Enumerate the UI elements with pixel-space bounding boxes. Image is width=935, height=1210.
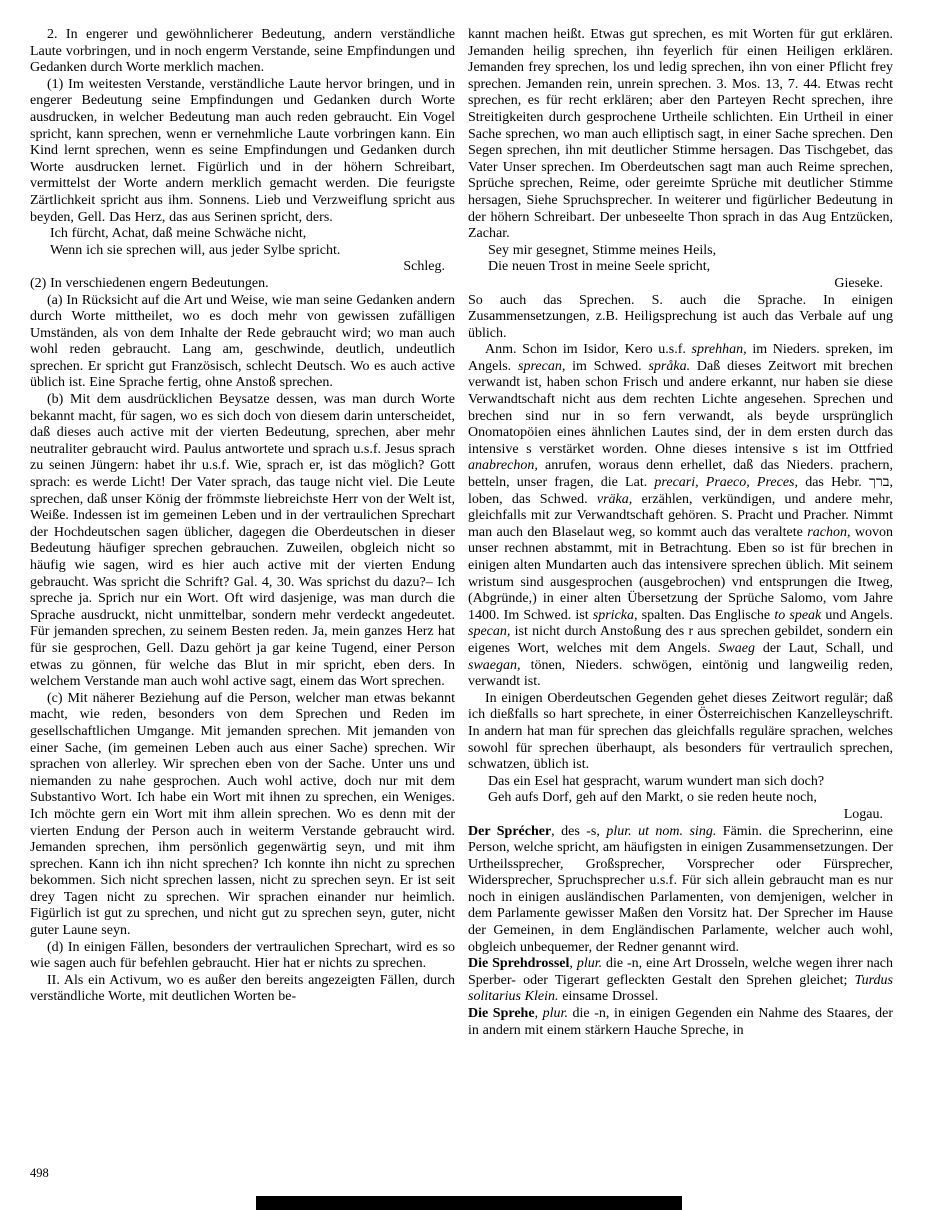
text-segment: plur. ut nom. sing. <box>606 823 717 839</box>
text-segment: (d) In einigen Fällen, besonders der vertraulichen Sprechart, wird es so wie sagen auch für befehlen gebraucht. Hier hat er nichts zu sprechen. <box>30 939 455 972</box>
paragraph <box>30 392 455 691</box>
text-segment: Schleg. <box>403 259 445 275</box>
text-segment: die -n, in einigen Gegenden ein Nahme des Staares, der in andern mit einem stärkern Hauche Spreche, in <box>468 1006 893 1038</box>
text-segment: plur. <box>542 1006 568 1022</box>
right-column <box>468 27 893 1168</box>
text-segment: (1) Im weitesten Verstande, verständliche Laute hervor bringen, und in engerer Bedeutung seine Empfindungen und Gedanken durch Worte ausdrucken, in welcher Bedeutung man auch reden gebraucht. Ein Vogel spricht, kann sprechen, wenn er vernehmliche Laute vorbringen kann. Ein Kind lernt sprechen, wenn es seine Empfindungen und Gedanken durch Worte ausdrucken lernet. Figürlich und in der höhern Schreibart, vermittelst der Worte andern merklich gemacht werden. Die feurigste Zärtlichkeit spricht aus ihm. Sonnens. Lieb und Verzweiflung spricht aus beyden, Gell. Das Herz, das aus Serinen spricht, ders. <box>30 76 455 225</box>
headword: Die Sprehe <box>468 1006 535 1022</box>
paragraph <box>468 27 893 243</box>
verse-line <box>468 243 893 260</box>
text-segment: , des -s, <box>551 823 607 839</box>
text-segment: Turdus solitarius Klein. <box>468 972 893 1005</box>
text-segment: Ich fürcht, Achat, daß meine Schwäche nicht, <box>50 226 307 242</box>
text-segment: ist nicht durch Anstoßung des r aus sprechen gebildet, sondern ein eigenes Wort, welches mit dem Angels. <box>468 624 893 656</box>
text-segment: erzählen, verkündigen, und andere mehr, gleichfalls mit zur Verwandtschaft gehören. S. Pracht und Pracher. Nimmt man auch den Blaselaut weg, so kommt auch das veraltete <box>468 491 893 540</box>
text-segment: wovon unser rechnen abstammt, mit in Betrachtung. Eben so ist für brechen in einigen alten Mundarten auch das intensivere sprechen üblich. Mit seinem wristum sind ausgesprochen (ausgebrochen) vnd entsprungen die Itweg, (Abgründe,) in einer alten Übersetzung der Sprüche Salomo, vom Jahre 1400. Im Schwed. ist <box>468 524 893 623</box>
paragraph <box>30 293 455 393</box>
paragraph <box>468 956 893 1006</box>
text-segment: und Angels. <box>821 607 893 623</box>
text-segment: , <box>534 1006 543 1022</box>
text-segment: Swaeg <box>718 640 755 656</box>
text-segment: sprecan, <box>518 358 566 374</box>
verse-line <box>30 226 455 243</box>
attribution <box>468 807 893 824</box>
paragraph <box>30 940 455 973</box>
text-segment: Geh aufs Dorf, geh auf den Markt, o sie reden heute noch, <box>488 790 817 806</box>
text-segment: anrufen, woraus denn erhellet, daß das Nieders. prachern, betteln, unser fragen, die Lat. <box>468 458 893 491</box>
paragraph <box>30 77 455 226</box>
paragraph <box>468 691 893 774</box>
verse-line <box>468 790 893 807</box>
text-segment: precari, Praeco, Preces, <box>654 475 799 491</box>
text-segment: swaegan, <box>468 657 521 673</box>
paragraph <box>468 824 893 957</box>
text-segment: anabrechon, <box>468 458 538 474</box>
text-segment: der Laut, Schall, und <box>754 640 893 656</box>
text-segment: In einigen Oberdeutschen Gegenden gehet dieses Zeitwort regulär; daß ich dießfalls so hart sprechete, in einer Österreichischen Kanzelleyschrift. In andern hat man für sprechen das gleichfalls reguläre sprachen, welches sowohl für sprechen überhaupt, als besonders für vertraulich sprechen, schwatzen, üblich ist. <box>468 690 893 773</box>
text-segment: das Hebr. ברך, loben, das Schwed. <box>468 475 893 507</box>
text-segment: Die neuen Trost in meine Seele spricht, <box>488 259 711 275</box>
paragraph <box>30 27 455 77</box>
paragraph <box>468 1006 893 1039</box>
text-segment: 2. In engerer und gewöhnlicherer Bedeutung, andern verständliche Laute vorbringen, und in noch engerm Verstande, seine Empfindungen und Gedanken durch Worte merklich machen. <box>30 27 455 76</box>
bottom-bar <box>256 1196 682 1210</box>
paragraph <box>30 276 455 293</box>
text-segment: (b) Mit dem ausdrücklichen Beysatze dessen, was man durch Worte bekannt macht, für sagen, wo es sich doch von diesem darin unterscheidet, daß dieses auch active mit der vierten Bedeutung, sprechen, aber mehr neutraliter gebraucht wird. Paulus antwortete und sprach u.s.f. Jesus sprach zu seinen Jüngern: habet ihr u.s.f. Wie, sprach er, ist das möglich? Gott sprach: es werde Licht! Der Vater sprach, das tauge nicht viel. Die Leute sprechen, daß unser König der frömmste liebreichste Herr von der Welt ist, Weiße. Indessen ist im gemeinen Leben und in der vertraulichen Sprechart der Hochdeutschen sagen üblicher, dagegen die Oberdeutschen in dieser Bedeutung häufiger sprechen gebrauchen. Zuweilen, obgleich nicht so häufig wie sagen, wird es hier auch active mit der vierten Endung gebraucht. Was spricht die Schrift? Gal. 4, 30. Was sprichst du dazu?– Ich spreche ja. Sprich nur ein Wort. Oft wird dasjenige, was man durch die Sprache ausdruckt, nicht unmittelbar, sondern mehr verdeckt angedeutet. Für jemanden sprechen, zu seinem Besten reden. Ja, mein ganzes Herz hat für sie gesprochen, Gell. Dazu gehört ja gar keine Tugend, einer Person etwas zu gönnen, für welche das Blut in mir spricht, eben ders. In welchem Verstande man auch wohl active sagt, einem das Wort sprechen. <box>30 392 455 690</box>
paragraph <box>468 293 893 343</box>
verse-line <box>468 259 893 276</box>
text-segment: Fämin. die Sprecherinn, eine Person, welche spricht, am häufigsten in einigen Zusammensetzungen. Der Urtheilssprecher, Großsprecher, Vorsprecher oder Fürsprecher, Widersprecher, Spruchsprecher u.s.f. Für sich allein gebraucht man es nur noch in einigen ausländischen Parlamenten, von demjenigen, welcher in dem Parlamente gewisser Maßen den Vorsitz hat. Der Sprecher im Hause der Gemeinen, in dem Engländischen Parlamente, welcher auch wohl, obgleich unbequemer, der Redner genannt wird. <box>468 823 893 955</box>
text-segment: specan, <box>468 624 511 640</box>
text-segment: spalten. Das Englische <box>637 607 775 623</box>
text-segment: Sey mir gesegnet, Stimme meines Heils, <box>488 242 717 258</box>
text-segment: tönen, Nieders. schwögen, eintönig und langweilig reden, verwandt ist. <box>468 657 893 690</box>
text-segment: Gieseke. <box>834 275 883 291</box>
text-segment: språka. <box>648 358 691 374</box>
headword: Der Sprécher <box>468 823 552 839</box>
text-segment: die -n, eine Art Drosseln, welche wegen ihrer nach Sperber- oder Tigerart gefleckten Gestalt den Sprehen gleichet; <box>468 956 893 988</box>
text-segment: sprehhan, <box>691 342 747 358</box>
text-segment: Wenn ich sie sprechen will, aus jeder Sylbe spricht. <box>50 242 341 258</box>
text-segment: einsame Drossel. <box>558 989 659 1005</box>
headword: Die Sprehdrossel <box>468 956 570 972</box>
text-segment: im Schwed. <box>565 358 649 374</box>
text-segment: to speak <box>774 607 822 623</box>
text-segment: im Nieders. spreken, im Angels. <box>468 342 893 374</box>
text-segment: rachon, <box>807 524 851 540</box>
text-segment: Anm. Schon im Isidor, Kero u.s.f. <box>485 342 692 358</box>
text-segment: (2) In verschiedenen engern Bedeutungen. <box>30 275 269 291</box>
text-segment: So auch das Sprechen. S. auch die Sprache. In einigen Zusammensetzungen, z.B. Heiligsprechung ist auch das Verbale auf ung üblich. <box>468 292 893 341</box>
text-segment: (a) In Rücksicht auf die Art und Weise, wie man seine Gedanken andern durch Worte mittheilet, wo es doch mehr von gewissen zufälligen Umständen, als von dem Inhalte der Rede gebraucht wird; wo man auch wohl reden gebraucht. Lang am, geschwinde, deutlich, undeutlich sprechen. Er spricht gut Französisch, schlecht Deutsch. Wo es auch active üblich ist. Eine Sprache fertig, ohne Anstoß sprechen. <box>30 292 455 391</box>
text-segment: kannt machen heißt. Etwas gut sprechen, es mit Worten für gut erklären. Jemanden heilig sprechen, ihn feyerlich für einen Heiligen erklären. Jemanden frey sprechen, los und ledig sprechen, ihn von einer Pflicht frey sprechen. Jemanden rein, unrein sprechen. 3. Mos. 13, 7. 44. Etwas recht sprechen, es für recht erklären; aber den Parteyen Recht sprechen, ihre Streitigkeiten durch gesprochene Urtheile schlichten. Ein Urtheil in einer Sache sprechen, wo man auch elliptisch sagt, in einer Sache sprechen. Den Segen sprechen, ihn mit deutlicher Stimme hersagen. Das Tischgebet, das Vater Unser sprechen. Im Oberdeutschen sagt man auch Reime sprechen, Sprüche sprechen, Reime, oder gereimte Sprüche mit deutlicher Stimme hersagen, Siehe Spruchsprecher. In weiterer und figürlicher Bedeutung in der höhern Schreibart. Der unbeseelte Thon sprach in das Aug Entzücken, Zachar. <box>468 27 893 242</box>
attribution <box>30 259 455 276</box>
paragraph <box>30 691 455 940</box>
text-segment: Daß dieses Zeitwort mit brechen verwandt ist, haben schon Frisch und andere erkannt, nur haben sie diese Verwandtschaft nicht aus dem rechten Lichte angesehen. Sprechen und brechen sind nur in so fern verwandt, als beyde ursprünglich Onomatopöien eines ähnlichen Lautes sind, der in dem ersten durch das intensive s verstärket worden. Ohne dieses intensive s ist im Ottfried <box>468 358 893 457</box>
text-segment: spricka, <box>592 607 638 623</box>
text-segment: Logau. <box>843 806 883 822</box>
text-segment: (c) Mit näherer Beziehung auf die Person, welcher man etwas bekannt macht, wie reden, besonders von dem Sprechen und Reden im gesellschaftlichen Umgange. Mit jemanden sprechen. Mit jemanden von einer Sache, (im gemeinen Leben auch aus einer Sache) sprechen. Wir sprachen von allerley. Wir sprechen eben von der Sache. Unter uns und niemanden zu nahe gesprochen. Auch wohl active, doch nur mit dem Substantivo Wort. Ich habe ein Wort mit ihnen zu sprechen, ein Weniges. Ich möchte gern ein Wort mit ihm allein sprechen. Wo es denn mit der vierten Endung der Person auch in weiterm Verstande gebraucht wird. Jemanden sprechen, ihm persönlich gegenwärtig seyn, und mit ihm sprechen. Kann ich ihn nicht sprechen? Ich konnte ihn nicht zu sprechen bekommen. Sich nicht sprechen lassen, nicht zu sprechen seyn. Er ist seit drey Tagen nicht zu sprechen. Wir sprachen einander nur heimlich. Figürlich ist gut zu sprechen, und nicht gut zu sprechen seyn, guter, nicht guter Laune seyn. <box>30 690 455 939</box>
text-segment: , <box>569 956 577 972</box>
text-segment: vräka, <box>596 491 633 507</box>
attribution <box>468 276 893 293</box>
left-column <box>30 27 455 1168</box>
verse-line <box>468 774 893 791</box>
paragraph <box>468 342 893 690</box>
text-segment: Das ein Esel hat gespracht, warum wundert man sich doch? <box>488 773 825 789</box>
text-segment: plur. <box>576 956 603 972</box>
verse-line <box>30 243 455 260</box>
paragraph <box>30 973 455 1006</box>
text-segment: II. Als ein Activum, wo es außer den bereits angezeigten Fällen, durch verständliche Worte, mit deutlichen Worten be- <box>30 972 455 1005</box>
page-number: 498 <box>30 1166 49 1180</box>
